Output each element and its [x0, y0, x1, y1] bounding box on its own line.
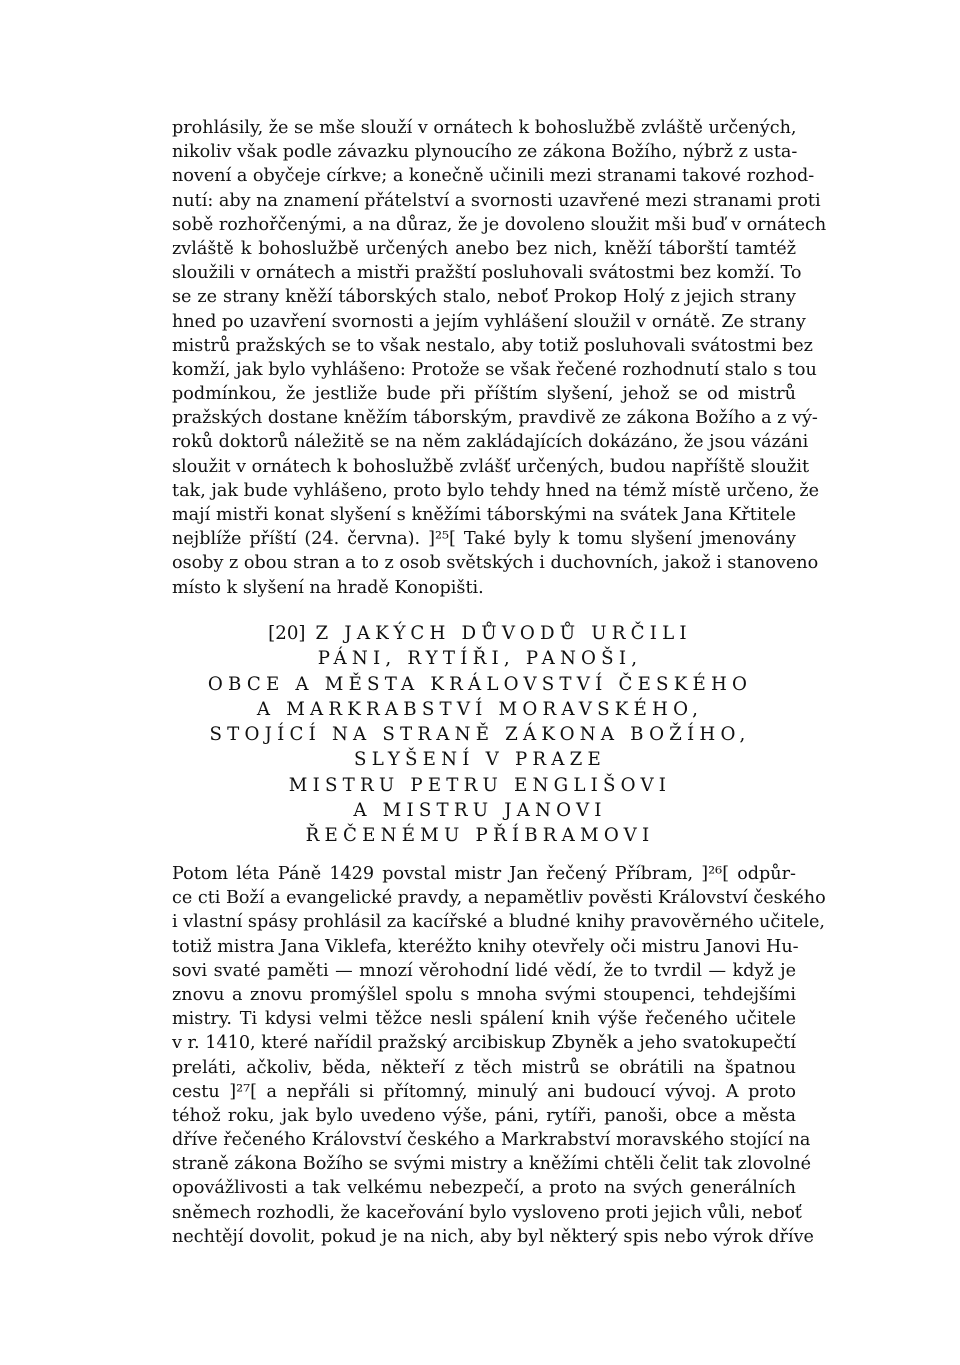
- text-line: preláti, ačkoliv, běda, někteří z těch mistrů se obrátili na špatnou: [172, 1057, 796, 1078]
- text-line: novení a obyčeje církve; a konečně učinili mezi stranami takové rozhod-: [172, 166, 815, 187]
- text-line: dříve řečeného Království českého a Markrabství moravského stojící na: [172, 1130, 811, 1151]
- text-line: mistrů pražských se to však nestalo, aby totiž posluhovali svátostmi bez: [172, 335, 813, 356]
- heading-text: Z JAKÝCH DŮVODŮ URČILI: [315, 623, 692, 644]
- text-line: sloužit v ornátech k bohoslužbě zvlášť určených, budou napříště sloužit: [172, 456, 810, 477]
- heading-line: A MISTRU JANOVI: [353, 800, 607, 822]
- text-line: i vlastní spásy prohlásil za kacířské a bludné knihy pravověrného učitele,: [172, 912, 825, 933]
- text-line: mistry. Ti kdysi velmi těžce nesli spálení knih výše řečeného učitele: [172, 1009, 796, 1030]
- text-line: prohlásily, že se mše slouží v ornátech k bohoslužbě zvláště určených,: [172, 118, 797, 138]
- text-line: znovu a znovu promýšlel spolu s mnoha svými stoupenci, tehdejšími: [172, 984, 796, 1005]
- text-line: tak, jak bude vyhlášeno, proto bylo tehdy hned na témž místě určeno, že: [172, 480, 820, 501]
- text-line: téhož roku, jak bylo uvedeno výše, páni, rytíři, panoši, obce a města: [172, 1105, 796, 1126]
- text-line: opovážlivosti a tak velkému nebezpečí, a proto na svých generálních: [172, 1178, 796, 1199]
- text-line: nejblíže příští (24. června). ]²⁵[ Také byly k tomu slyšení jmenovány: [172, 529, 796, 550]
- text-line: nechtějí dovolit, pokud je na nich, aby byl některý spis nebo výrok dříve: [172, 1226, 814, 1247]
- text-line: sobě rozhořčenými, a na důraz, že je dovoleno sloužit mši buď v ornátech: [172, 214, 827, 235]
- text-line: nikoliv však podle závazku plynoucího ze zákona Božího, nýbrž z usta-: [172, 142, 798, 163]
- text-line: roků doktorů náležitě se na něm zakládajících dokázáno, že jsou vázáni: [172, 432, 809, 453]
- text-line: straně zákona Božího se svými mistry a kněžími chtěli čelit tak zlovolné: [172, 1154, 812, 1175]
- text-line: pražských dostane kněžím táborským, pravdivě ze zákona Božího a z vý-: [172, 408, 818, 429]
- text-line: nutí: aby na znamení přátelství a svornosti uzavřené mezi stranami proti: [172, 190, 821, 211]
- text-line: sovi svaté paměti — mnozí věrohodní lidé vědí, že to tvrdil — když je: [172, 960, 796, 981]
- text-line: zvláště k bohoslužbě určených anebo bez nich, kněží táborští tamtéž: [172, 238, 796, 259]
- heading-line: STOJÍCÍ NA STRANĚ ZÁKONA BOŽÍHO,: [209, 724, 751, 746]
- heading-line: OBCE A MĚSTA KRÁLOVSTVÍ ČESKÉHO: [207, 673, 753, 695]
- text-line: podmínkou, že jestliže bude při příštím slyšení, jehož se od mistrů: [172, 384, 796, 405]
- text-line: Potom léta Páně 1429 povstal mistr Jan řečený Příbram, ]²⁶[ odpůr-: [172, 864, 796, 884]
- paragraph-continued: [172, 116, 827, 600]
- text-line: totiž mistra Jana Viklefa, kteréžto knihy otevřely oči mistru Janovi Hu-: [172, 936, 799, 957]
- text-line: místo k slyšení na hradě Konopišti.: [172, 577, 484, 598]
- chapter-heading: [150, 621, 810, 849]
- heading-line: PÁNI, RYTÍŘI, PANOŠI,: [317, 648, 643, 670]
- text-line: mají mistři konat slyšení s kněžími táborskými na svátek Jana Křtitele: [172, 505, 796, 525]
- heading-line: A MARKRABSTVÍ MORAVSKÉHO,: [256, 698, 704, 720]
- text-line: se ze strany kněží táborských stalo, neboť Prokop Holý z jejich strany: [172, 287, 796, 308]
- text-line: osoby z obou stran a to z osob světských i duchovních, jakož i stanoveno: [172, 553, 819, 574]
- text-line: ce cti Boží a evangelické pravdy, a nepamětliv pověsti Království českého: [172, 888, 826, 909]
- heading-line: [150, 621, 810, 646]
- paragraph: [172, 862, 826, 1249]
- text-line: hned po uzavření svornosti a jejím vyhlášení sloužil v ornátě. Ze strany: [172, 311, 806, 332]
- text-line: cestu ]²⁷[ a nepřáli si přítomný, minulý ani budoucí vývoj. A proto: [172, 1081, 796, 1102]
- text-line: komží, jak bylo vyhlášeno: Protože se však řečené rozhodnutí stalo s tou: [172, 359, 817, 380]
- chapter-number: [20]: [268, 623, 306, 644]
- text-line: v r. 1410, které nařídil pražský arcibiskup Zbyněk a jeho svatokupečtí: [172, 1033, 796, 1054]
- heading-line: SLYŠENÍ V PRAZE: [354, 749, 606, 771]
- text-line: sněmech rozhodli, že kaceřování bylo vysloveno proti jejich vůli, neboť: [172, 1202, 802, 1223]
- heading-line: MISTRU PETRU ENGLIŠOVI: [288, 774, 672, 796]
- heading-line: ŘEČENÉMU PŘÍBRAMOVI: [305, 825, 655, 847]
- text-line: sloužili v ornátech a mistři pražští posluhovali svátostmi bez komží. To: [172, 263, 802, 284]
